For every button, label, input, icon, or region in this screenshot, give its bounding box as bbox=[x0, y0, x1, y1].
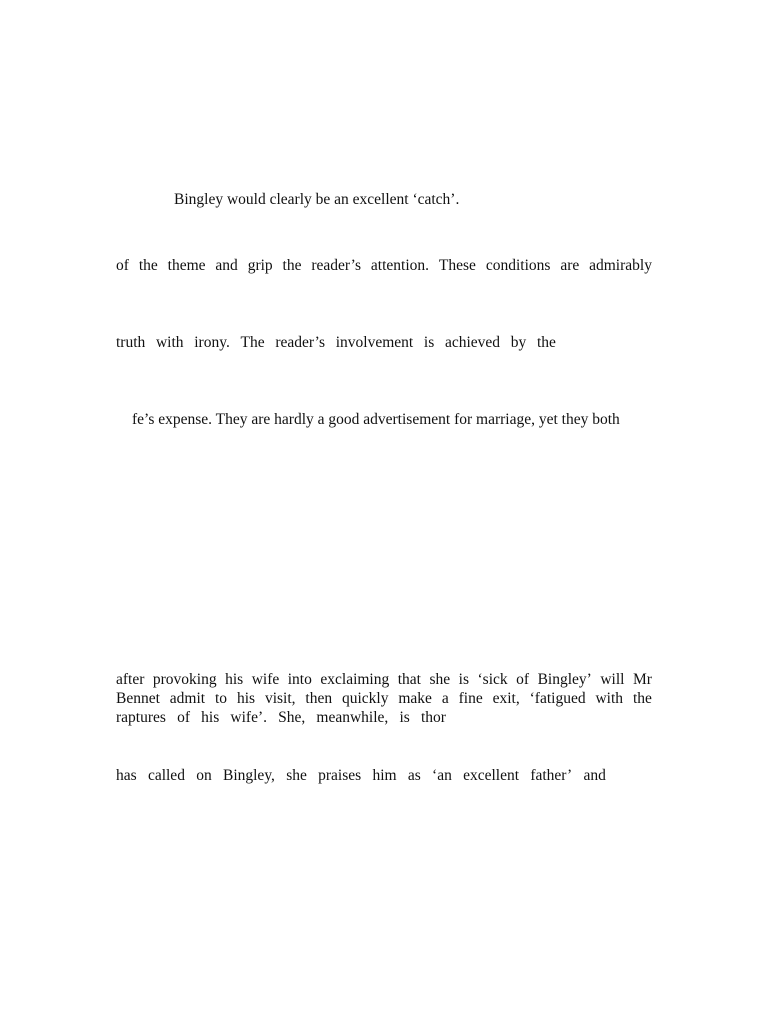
word: reader’s bbox=[311, 257, 362, 274]
word: Bingley’ bbox=[537, 671, 592, 688]
text-fragment-catch: Bingley would clearly be an excellent ‘catch’. bbox=[174, 191, 460, 208]
word: ‘an bbox=[432, 767, 452, 784]
word: reader’s bbox=[275, 334, 325, 351]
word: of bbox=[516, 671, 530, 688]
word: as bbox=[407, 767, 421, 784]
word: admirably bbox=[589, 257, 652, 274]
word: exit, bbox=[492, 690, 520, 707]
word: is bbox=[399, 709, 410, 726]
text-fragment-expense: fe’s expense. They are hardly a good advertisement for marriage, yet they both bbox=[132, 411, 620, 428]
word: she bbox=[286, 767, 307, 784]
word: wife’. bbox=[230, 709, 267, 726]
word: the bbox=[536, 334, 556, 351]
word: praises bbox=[318, 767, 362, 784]
word: Bennet bbox=[116, 690, 160, 707]
word: truth bbox=[116, 334, 146, 351]
word: ‘fatigued bbox=[529, 690, 586, 707]
paragraph-line-2 bbox=[116, 689, 652, 709]
word: raptures bbox=[116, 709, 166, 726]
text-fragment-theme bbox=[116, 256, 652, 276]
word: exclaiming bbox=[320, 671, 390, 688]
word: excellent bbox=[463, 767, 520, 784]
word: conditions bbox=[485, 257, 551, 274]
word: the bbox=[282, 257, 302, 274]
word: These bbox=[438, 257, 476, 274]
word: Bingley, bbox=[222, 767, 275, 784]
word: is bbox=[423, 334, 435, 351]
word: the bbox=[632, 690, 652, 707]
word: and bbox=[583, 767, 606, 784]
word: with bbox=[595, 690, 624, 707]
word: wife bbox=[251, 671, 280, 688]
word: then bbox=[305, 690, 333, 707]
word: attention. bbox=[370, 257, 430, 274]
word: his bbox=[225, 671, 244, 688]
word: father’ bbox=[530, 767, 573, 784]
word: are bbox=[560, 257, 580, 274]
word: to bbox=[215, 690, 228, 707]
word: She, bbox=[278, 709, 306, 726]
word: she bbox=[429, 671, 451, 688]
word: of bbox=[116, 257, 129, 274]
paragraph-line-1 bbox=[116, 670, 652, 690]
word: theme bbox=[167, 257, 206, 274]
word: irony. bbox=[194, 334, 230, 351]
word: Mr bbox=[632, 671, 652, 688]
word: of bbox=[177, 709, 190, 726]
word: by bbox=[510, 334, 527, 351]
word: provoking bbox=[152, 671, 217, 688]
paragraph-line-3 bbox=[116, 708, 446, 728]
word: that bbox=[397, 671, 421, 688]
word: quickly bbox=[341, 690, 389, 707]
word: the bbox=[138, 257, 158, 274]
word: will bbox=[600, 671, 625, 688]
word: achieved bbox=[444, 334, 501, 351]
word: grip bbox=[247, 257, 273, 274]
word: his bbox=[201, 709, 220, 726]
text-fragment-irony bbox=[116, 333, 556, 353]
text-fragment-father bbox=[116, 766, 606, 786]
word: his bbox=[236, 690, 256, 707]
word: visit, bbox=[264, 690, 296, 707]
word: thor bbox=[420, 709, 446, 726]
word: meanwhile, bbox=[316, 709, 389, 726]
word: is bbox=[458, 671, 470, 688]
word: into bbox=[287, 671, 312, 688]
word: him bbox=[372, 767, 397, 784]
word: make bbox=[398, 690, 432, 707]
word: admit bbox=[169, 690, 206, 707]
word: called bbox=[147, 767, 185, 784]
word: a bbox=[441, 690, 449, 707]
word: has bbox=[116, 767, 137, 784]
word: after bbox=[116, 671, 145, 688]
word: on bbox=[196, 767, 212, 784]
word: and bbox=[215, 257, 238, 274]
word: ‘sick bbox=[477, 671, 508, 688]
word: fine bbox=[458, 690, 483, 707]
word: The bbox=[240, 334, 265, 351]
word: with bbox=[155, 334, 184, 351]
word: involvement bbox=[335, 334, 414, 351]
